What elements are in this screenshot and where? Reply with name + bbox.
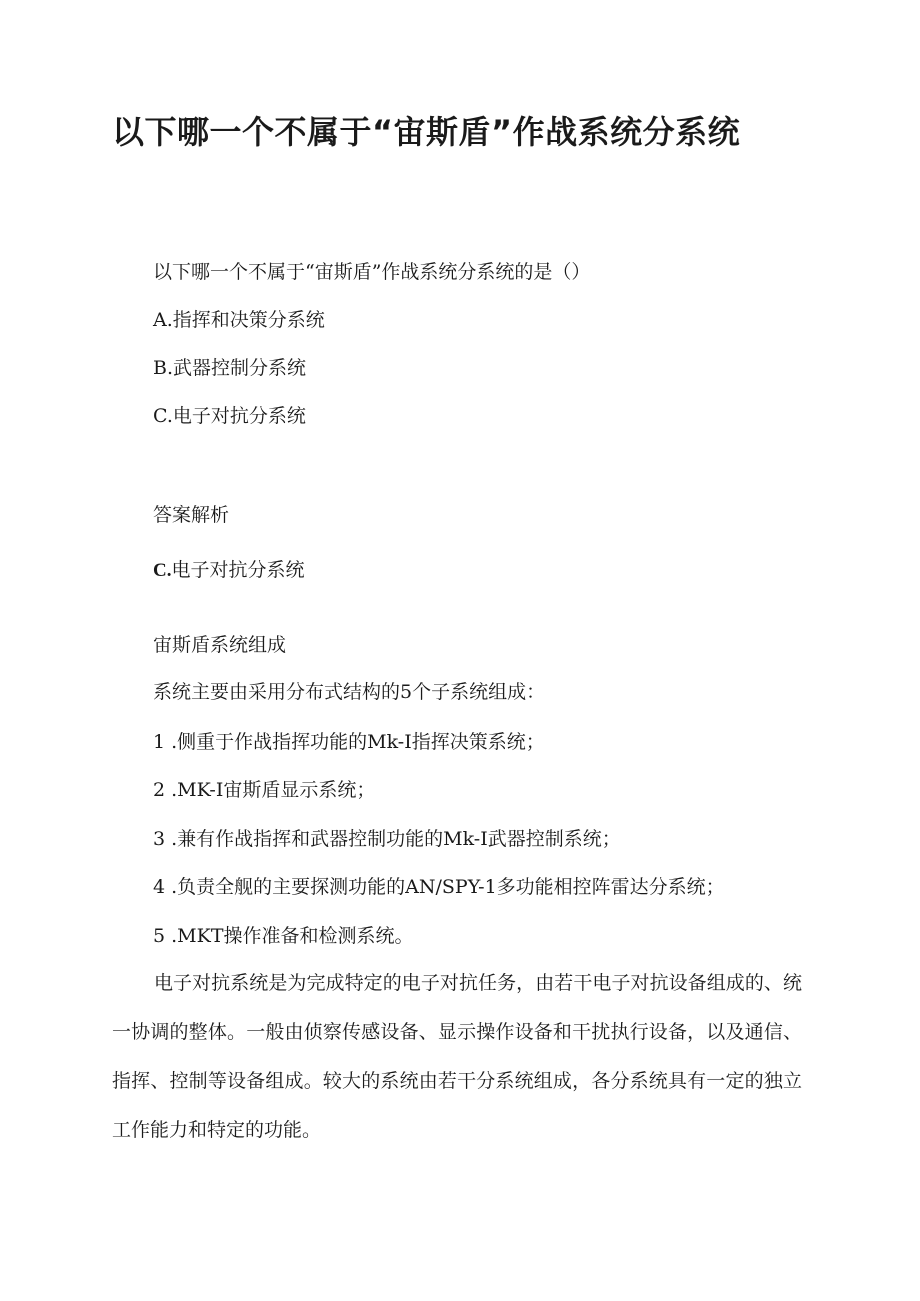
composition-item-4: 4 .负责全舰的主要探测功能的AN/SPY-1多功能相控阵雷达分系统； [153, 876, 725, 898]
answer-line [153, 556, 305, 585]
answer-text: 电子对抗分系统 [171, 559, 305, 581]
explanation-paragraph: 电子对抗系统是为完成特定的电子对抗任务，由若干电子对抗设备组成的、统一协调的整体。一般由侦察传感设备、显示操作设备和干扰执行设备，以及通信、指挥、控制等设备组成。较大的系统由若干分系统组成，各分系统具有一定的独立工作能力和特定的功能。 [112, 972, 802, 1141]
composition-item-2: 2 .MK-I宙斯盾显示系统； [153, 779, 376, 801]
composition-heading: 宙斯盾系统组成 [153, 634, 287, 656]
option-b: B.武器控制分系统 [153, 357, 307, 379]
question-text: 以下哪一个不属于“宙斯盾”作战系统分系统的是（） [153, 261, 591, 283]
answer-letter: C. [153, 560, 172, 581]
composition-item-5: 5 .MKT操作准备和检测系统。 [153, 925, 414, 947]
option-c: C.电子对抗分系统 [153, 405, 306, 427]
composition-item-1: 1 .侧重于作战指挥功能的Mk-I指挥决策系统； [153, 731, 545, 753]
option-a: A.指挥和决策分系统 [153, 309, 325, 331]
composition-item-3: 3 .兼有作战指挥和武器控制功能的Mk-I武器控制系统； [153, 828, 621, 850]
page-title: 以下哪一个不属于“宙斯盾”作战系统分系统 [112, 113, 741, 151]
composition-intro: 系统主要由采用分布式结构的5个子系统组成： [153, 681, 546, 703]
answer-heading: 答案解析 [153, 504, 230, 526]
